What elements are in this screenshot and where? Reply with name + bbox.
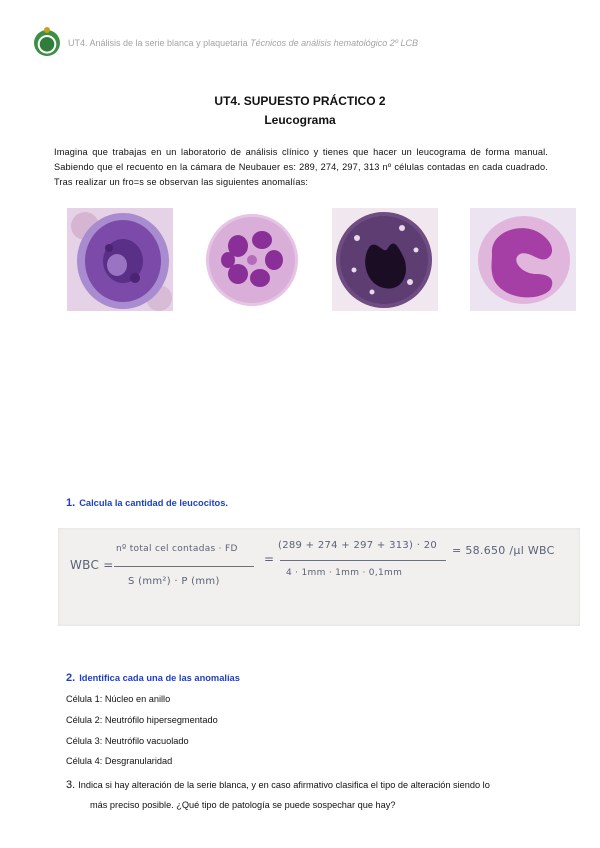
- question-3-line-1: Indica si hay alteración de la serie blanca, y en caso afirmativo clasifica el tipo de alteración siendo lo: [78, 780, 490, 790]
- question-3-line-2: más preciso posible. ¿Qué tipo de patología se puede sospechar que hay?: [90, 800, 396, 810]
- answer-cell-4: Célula 4: Desgranularidad: [66, 756, 173, 766]
- header-text: [68, 38, 418, 48]
- intro-paragraph: Imagina que trabajas en un laboratorio de análisis clínico y tienes que hacer un leucograma de forma manual. Sabiendo que el recuento en la cámara de Neubauer es: 289, 274, 297, 313 nº células contadas en cada cuadrado. Tras realizar un fro=s se observan las siguientes anomalías:: [54, 147, 548, 187]
- page-title: UT4. SUPUESTO PRÁCTICO 2: [214, 94, 386, 108]
- question-2: [66, 672, 240, 684]
- hw-result: = 58.650 /µl WBC: [452, 544, 555, 557]
- hw-denominator-2: 4 · 1mm · 1mm · 0,1mm: [286, 568, 403, 578]
- header-subtitle: Técnicos de análisis hematológico 2º LCB: [250, 38, 419, 48]
- header-course: UT4. Análisis de la serie blanca y plaquetaria: [68, 38, 248, 48]
- cell-image-2: [200, 208, 306, 311]
- hw-denominator-1: S (mm²) · P (mm): [128, 576, 220, 587]
- cell-image-1: [67, 208, 173, 311]
- hw-numerator-2: (289 + 274 + 297 + 313) · 20: [278, 540, 438, 551]
- question-2-number: 2.: [66, 672, 76, 684]
- cell-image-3: [332, 208, 438, 311]
- hw-fraction-line-2: [280, 560, 446, 561]
- hw-lhs: WBC =: [70, 558, 114, 572]
- page-header: [34, 30, 418, 56]
- hw-fraction-line-1: [114, 566, 254, 567]
- handwritten-calculation: [58, 528, 580, 626]
- question-1: [66, 497, 228, 509]
- hw-equals: =: [264, 552, 275, 566]
- question-3-number: 3.: [66, 779, 76, 791]
- hw-numerator-1: nº total cel contadas · FD: [116, 544, 238, 554]
- page-subtitle: Leucograma: [264, 113, 336, 127]
- logo-icon: [34, 30, 60, 56]
- cell-image-4: [470, 208, 576, 311]
- question-1-text: Calcula la cantidad de leucocitos.: [79, 498, 228, 508]
- answer-cell-1: Célula 1: Núcleo en anillo: [66, 694, 171, 704]
- question-1-number: 1.: [66, 497, 76, 509]
- answer-cell-2: Célula 2: Neutrófilo hipersegmentado: [66, 715, 218, 725]
- question-2-text: Identifica cada una de las anomalías: [79, 673, 240, 683]
- question-3: [66, 775, 566, 815]
- answer-cell-3: Célula 3: Neutrófilo vacuolado: [66, 736, 189, 746]
